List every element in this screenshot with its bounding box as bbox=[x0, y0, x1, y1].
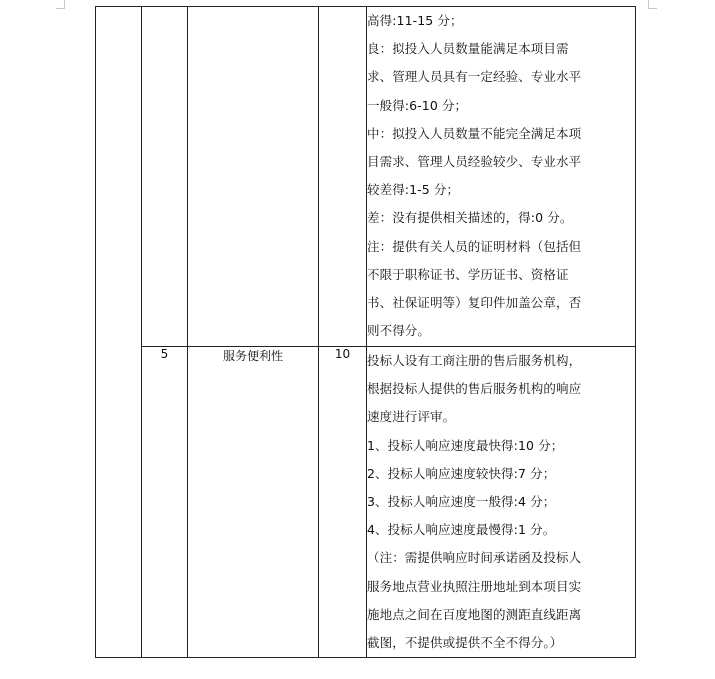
criteria-line: 3、投标人响应速度一般得:4 分； bbox=[367, 494, 556, 510]
criteria-line: 截图，不提供或提供不全不得分。） bbox=[367, 635, 563, 651]
criteria-line: 中：拟投入人员数量不能完全满足本项 bbox=[367, 125, 582, 141]
criteria-line: 施地点之间在百度地图的测距直线距离 bbox=[367, 606, 582, 622]
item-cell bbox=[188, 7, 319, 347]
criteria-cell bbox=[367, 347, 636, 658]
criteria-line: 不限于职称证书、学历证书、资格证 bbox=[367, 266, 569, 282]
page-corner-mark bbox=[56, 0, 65, 9]
criteria-line: 根据投标人提供的售后服务机构的响应 bbox=[367, 381, 582, 397]
criteria-cell bbox=[367, 7, 636, 347]
table-row bbox=[96, 7, 636, 347]
criteria-line: （注：需提供响应时间承诺函及投标人 bbox=[367, 550, 582, 566]
criteria-line: 投标人设有工商注册的售后服务机构， bbox=[367, 353, 582, 368]
scoring-table bbox=[95, 6, 636, 658]
score-cell: 10 bbox=[319, 347, 367, 658]
criteria-line: 书、社保证明等）复印件加盖公章，否 bbox=[367, 295, 582, 311]
criteria-line: 差：没有提供相关描述的，得:0 分。 bbox=[367, 210, 573, 226]
criteria-line: 4、投标人响应速度最慢得:1 分。 bbox=[367, 522, 556, 538]
criteria-line: 目需求、管理人员经验较少、专业水平 bbox=[367, 154, 582, 170]
criteria-line: 一般得:6-10 分； bbox=[367, 97, 468, 113]
criteria-line: 注：提供有关人员的证明材料（包括但 bbox=[367, 238, 582, 254]
page-corner-mark bbox=[648, 0, 657, 9]
score-cell bbox=[319, 7, 367, 347]
criteria-line: 2、投标人响应速度较快得:7 分； bbox=[367, 465, 556, 481]
index-cell bbox=[142, 7, 188, 347]
criteria-line: 服务地点营业执照注册地址到本项目实 bbox=[367, 578, 582, 594]
criteria-line: 速度进行评审。 bbox=[367, 409, 456, 425]
category-cell bbox=[96, 7, 142, 658]
criteria-line: 则不得分。 bbox=[367, 323, 431, 339]
criteria-line: 求、管理人员具有一定经验、专业水平 bbox=[367, 69, 582, 85]
table-row bbox=[96, 347, 636, 658]
item-cell: 服务便利性 bbox=[188, 347, 319, 658]
criteria-line: 1、投标人响应速度最快得:10 分； bbox=[367, 437, 564, 453]
criteria-line: 高得:11-15 分； bbox=[367, 13, 463, 28]
criteria-line: 较差得:1-5 分； bbox=[367, 182, 460, 198]
index-cell: 5 bbox=[142, 347, 188, 658]
criteria-line: 良：拟投入人员数量能满足本项目需 bbox=[367, 41, 569, 57]
